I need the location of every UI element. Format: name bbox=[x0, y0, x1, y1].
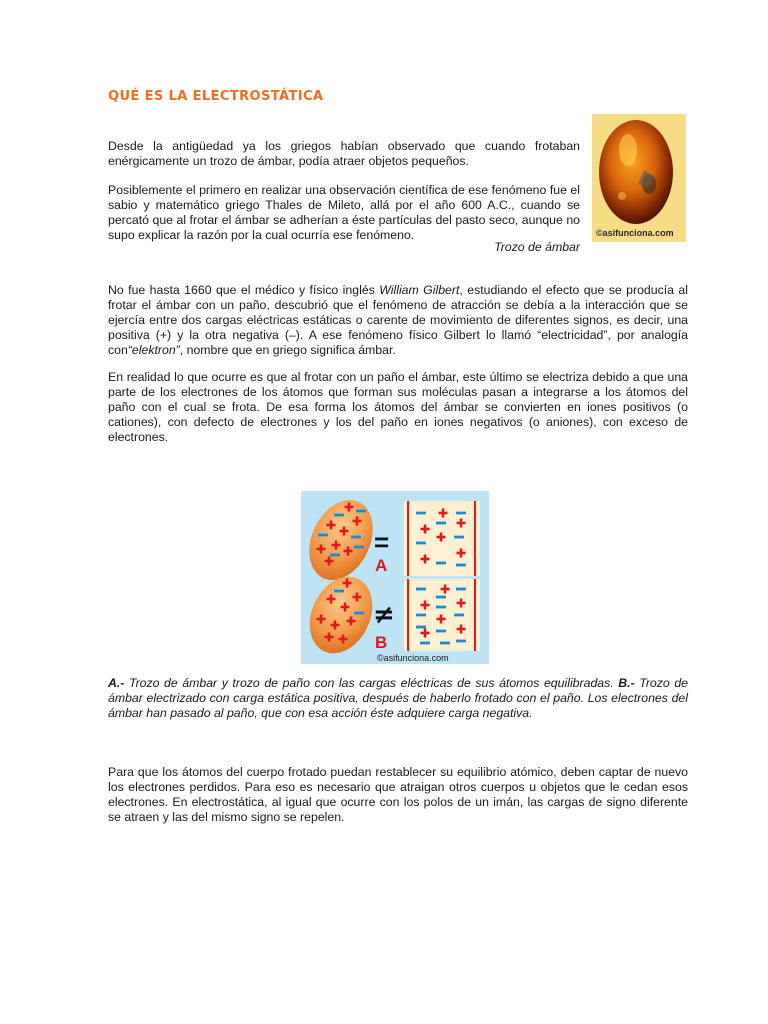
minus-charge bbox=[416, 626, 426, 629]
minus-charge bbox=[440, 642, 450, 645]
equilibrium-paragraph: Para que los átomos del cuerpo frotado puedan restablecer su equilibrio atómico, deben captar de nuevo los electrones perdidos. Para eso es necesario que atraigan otros cuerpos u objetos que le cedan esos electrones. En electrostática, al igual que ocurre con los polos de un imán, las cargas de signo diferente se atraen y las del mismo signo se repelen. bbox=[108, 765, 688, 824]
minus-charge bbox=[436, 630, 446, 633]
charge-diagram bbox=[301, 491, 489, 664]
minus-charge bbox=[330, 554, 340, 557]
amber-photo bbox=[592, 114, 686, 242]
equal-symbol: = bbox=[374, 527, 390, 557]
intro-paragraph-2: Posiblemente el primero en realizar una observación científica de ese fenómeno fue el sabio y matemático griego Thales de Mileto, allá por el año 600 A.C., cuando se percató que al frotar el ámbar se adherían a éste partículas del pasto seco, aunque no supo explicar la razón por la cual ocurría ese fenómeno. bbox=[108, 183, 580, 242]
amber-photo-caption: Trozo de ámbar bbox=[494, 240, 580, 254]
caption-label-b: B.- bbox=[618, 676, 635, 690]
caption-label-a: A.- bbox=[108, 676, 125, 690]
minus-charge bbox=[334, 514, 344, 517]
gilbert-paragraph-part-1: No fue hasta 1660 que el médico y físico inglés bbox=[108, 283, 380, 297]
minus-charge bbox=[354, 612, 364, 615]
amber-stone-image bbox=[592, 114, 686, 242]
minus-charge bbox=[416, 588, 426, 591]
minus-charge bbox=[454, 536, 464, 539]
minus-charge bbox=[318, 534, 328, 537]
electrization-paragraph: En realidad lo que ocurre es que al frotar con un paño el ámbar, este último se electriza debido a que una parte de los electrones de los átomos que forman sus moléculas pasan a integrarse a los átomos del paño con el cual se frota. De esa forma los átomos del ámbar se convierten en iones positivos (o cationes), con defecto de electrones y los del paño en iones negativos (o aniones), con exceso de electrones. bbox=[108, 370, 688, 444]
minus-charge bbox=[356, 510, 366, 513]
minus-charge bbox=[351, 536, 361, 539]
minus-charge bbox=[420, 642, 430, 645]
gilbert-paragraph-part-2: , estudiando el efecto que se producía al frotar el ámbar con un paño, descubrió que el fenómeno de atracción se debía a la interacción que se ejercía entre dos cargas eléctricas estáticas o carente de movimiento de diferentes signos, es decir, una positiva (+) y la otra negativa (–). A ese fenómeno físico Gilbert lo llamó “electricidad”, por analogía con bbox=[108, 283, 688, 357]
amber-watermark: ©asifunciona.com bbox=[596, 228, 674, 238]
minus-charge bbox=[436, 522, 446, 525]
minus-charge bbox=[454, 614, 464, 617]
minus-charge bbox=[436, 562, 446, 565]
label-b: B bbox=[375, 633, 388, 652]
not-equal-symbol: ≠ bbox=[373, 600, 395, 630]
elektron-term: “elektron” bbox=[127, 343, 180, 357]
minus-charge bbox=[456, 640, 466, 643]
page-title: QUÉ ES LA ELECTROSTÁTICA bbox=[108, 89, 324, 104]
charge-diagram-svg bbox=[301, 491, 489, 664]
label-a: A bbox=[375, 556, 388, 575]
diagram-watermark: ©asifunciona.com bbox=[377, 653, 449, 663]
gilbert-name: William Gilbert bbox=[379, 283, 460, 297]
minus-charge bbox=[354, 546, 364, 549]
minus-charge bbox=[456, 588, 466, 591]
gilbert-paragraph bbox=[108, 283, 688, 358]
minus-charge bbox=[416, 542, 426, 545]
caption-text-a: Trozo de ámbar y trozo de paño con las cargas eléctricas de sus átomos equilibradas. bbox=[124, 676, 619, 690]
minus-charge bbox=[416, 614, 426, 617]
minus-charge bbox=[436, 606, 446, 609]
intro-paragraph-1: Desde la antigüedad ya los griegos habían observado que cuando frotaban enérgicamente un trozo de ámbar, podía atraer objetos pequeños. bbox=[108, 139, 580, 168]
caption-text-b: Trozo de ámbar electrizado con carga estática positiva, después de haberlo frotado con el paño. Los electrones del ámbar han pasado al paño, que con esa acción éste adquiere carga negativa. bbox=[108, 676, 688, 720]
minus-charge bbox=[456, 564, 466, 567]
figure-caption bbox=[108, 676, 688, 721]
minus-charge bbox=[456, 512, 466, 515]
gilbert-paragraph-part-3: , nombre que en griego significa ámbar. bbox=[179, 343, 396, 357]
minus-charge bbox=[334, 590, 344, 593]
minus-charge bbox=[436, 596, 446, 599]
minus-charge bbox=[416, 512, 426, 515]
